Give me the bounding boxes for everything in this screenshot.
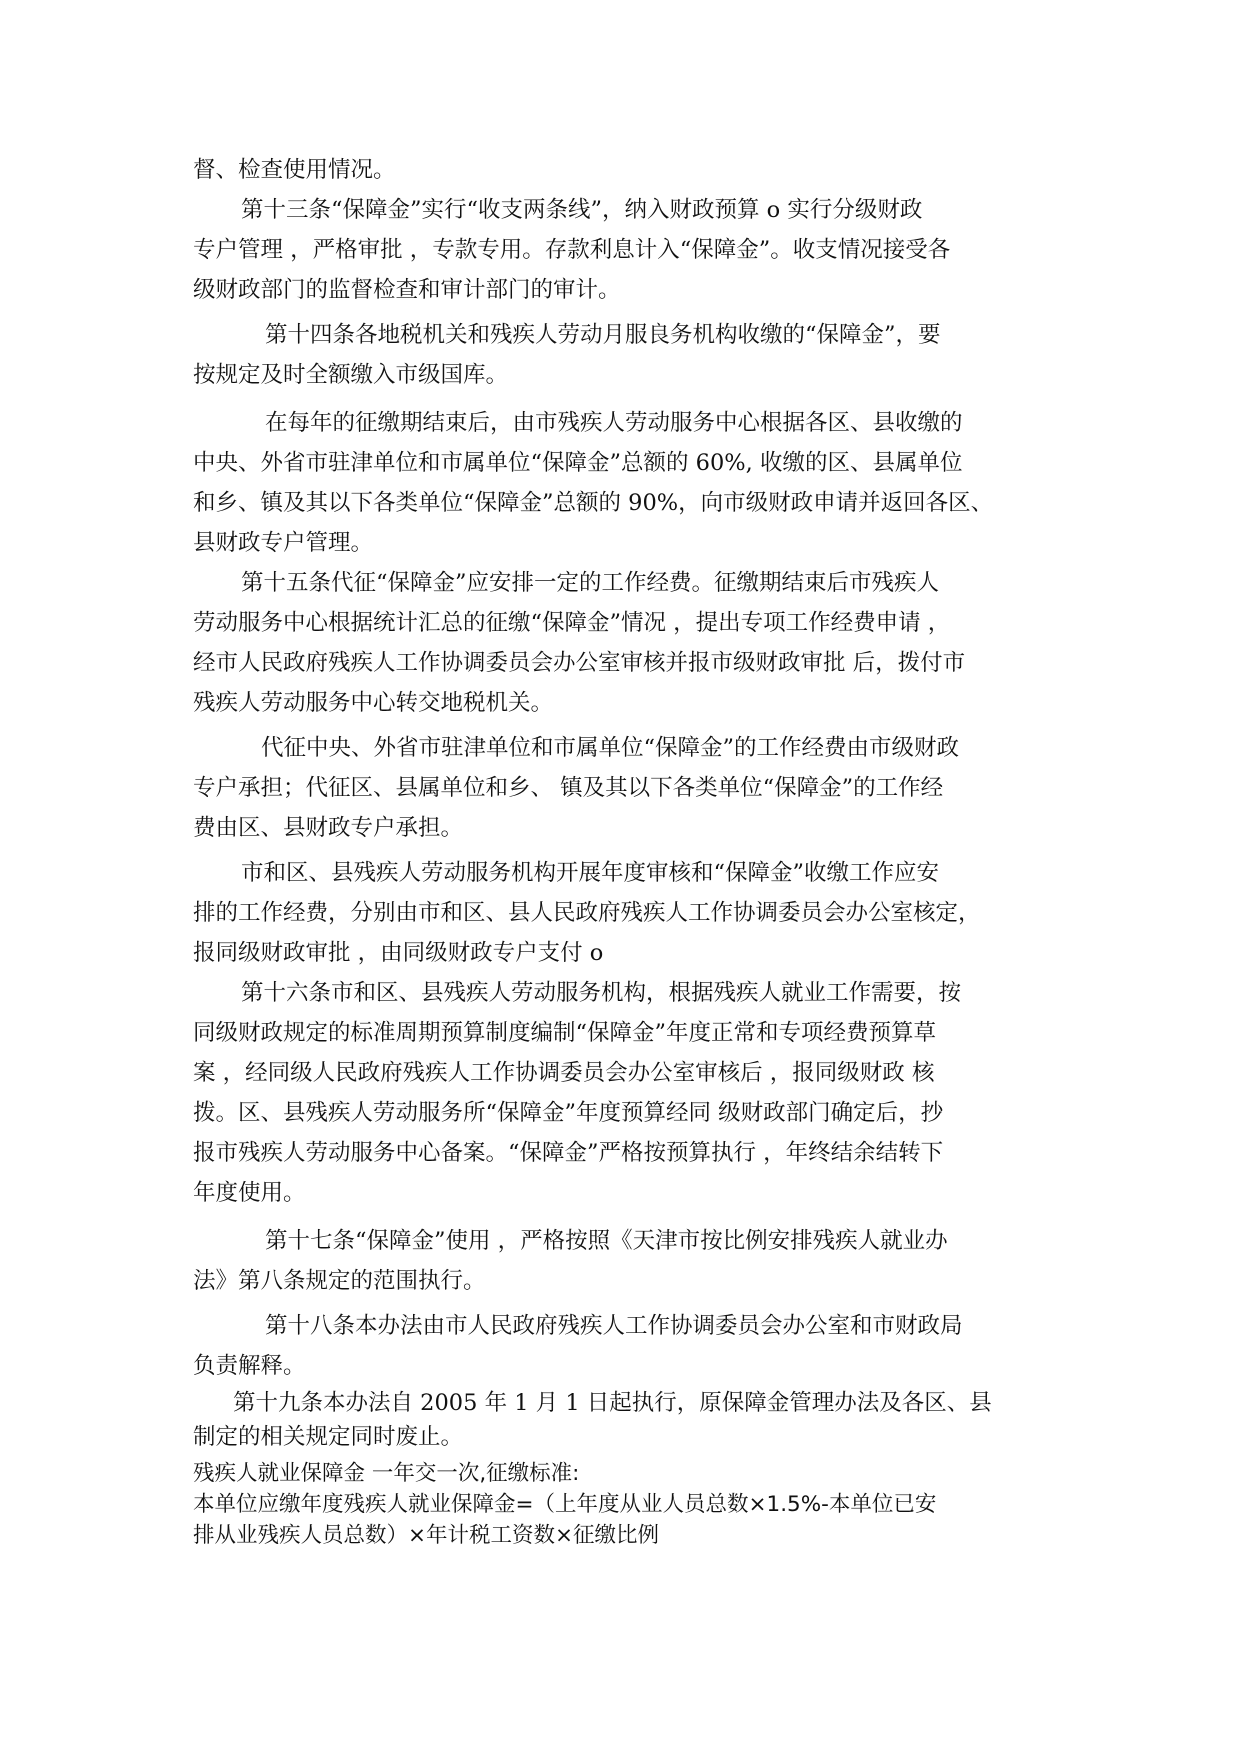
levy-heading: 残疾人就业保障金 一年交一次,征缴标准: bbox=[193, 1461, 580, 1486]
text-line: 报同级财政审批 ，由同级财政专户支付 o bbox=[193, 940, 604, 966]
paragraph-annual-return bbox=[193, 403, 1055, 563]
text-line: 按规定及时全额缴入市级国库。 bbox=[193, 362, 509, 388]
text-line: 年度使用。 bbox=[193, 1180, 306, 1206]
text-line: 劳动服务中心根据统计汇总的征缴“保障金”情况 ，提出专项工作经费申请 ， bbox=[193, 610, 951, 636]
text-line: 市和区、县残疾人劳动服务机构开展年度审核和“保障金”收缴工作应安 bbox=[241, 860, 940, 886]
text-line: 第十九条本办法自 2005 年 1 月 1 日起执行，原保障金管理办法及各区、县 bbox=[233, 1390, 992, 1416]
text-line: 第十六条市和区、县残疾人劳动服务机构，根据残疾人就业工作需要，按 bbox=[241, 980, 962, 1006]
text-line: 第十四条各地税机关和残疾人劳动月服良务机构收缴的“保障金”，要 bbox=[265, 322, 941, 348]
text-line: 第十八条本办法由市人民政府残疾人工作协调委员会办公室和市财政局 bbox=[265, 1313, 963, 1339]
text-line: 法》第八条规定的范围执行。 bbox=[193, 1268, 486, 1294]
text-line: 拨。区、县残疾人劳动服务所“保障金”年度预算经同 级财政部门确定后，抄 bbox=[193, 1100, 944, 1126]
text-line: 第十三条“保障金”实行“收支两条线”，纳入财政预算 o 实行分级财政 bbox=[241, 197, 923, 223]
text-line: 同级财政规定的标准周期预算制度编制“保障金”年度正常和专项经费预算草 bbox=[193, 1020, 937, 1046]
text-line: 和乡、镇及其以下各类单位“保障金”总额的 90%，向市级财政申请并返回各区、 bbox=[193, 490, 994, 516]
text-line: 在每年的征缴期结束后，由市残疾人劳动服务中心根据各区、县收缴的 bbox=[265, 410, 963, 436]
text-line: 报市残疾人劳动服务中心备案。“保障金”严格按预算执行 ，年终结余结转下 bbox=[193, 1140, 944, 1166]
paragraph-article-19 bbox=[193, 1386, 1055, 1454]
text-line: 第十七条“保障金”使用 ，严格按照《天津市按比例安排残疾人就业办 bbox=[265, 1228, 948, 1254]
text-line: 制定的相关规定同时废止。 bbox=[193, 1424, 464, 1450]
text-line: 专户管理 ，严格审批 ，专款专用。存款利息计入“保障金”。收支情况接受各 bbox=[193, 237, 951, 263]
paragraph-continuation bbox=[193, 150, 1055, 190]
paragraph-article-16 bbox=[193, 973, 1055, 1213]
text-line: 级财政部门的监督检查和审计部门的审计。 bbox=[193, 277, 621, 303]
levy-standard-section bbox=[193, 1458, 1055, 1551]
paragraph-article-17 bbox=[193, 1221, 1055, 1301]
text-line: 代征中央、外省市驻津单位和市属单位“保障金”的工作经费由市级财政 bbox=[261, 735, 960, 761]
text-line: 专户承担；代征区、县属单位和乡、 镇及其以下各类单位“保障金”的工作经 bbox=[193, 775, 944, 801]
paragraph-collection-funding bbox=[193, 728, 1055, 848]
text-line: 督、检查使用情况。 bbox=[193, 157, 396, 183]
text-line: 中央、外省市驻津单位和市属单位“保障金”总额的 60%, 收缴的区、县属单位 bbox=[193, 450, 963, 476]
paragraph-article-18 bbox=[193, 1306, 1055, 1386]
document-body bbox=[193, 150, 1055, 1551]
text-line: 费由区、县财政专户承担。 bbox=[193, 815, 464, 841]
text-line: 负责解释。 bbox=[193, 1353, 306, 1379]
text-line: 排的工作经费，分别由市和区、县人民政府残疾人工作协调委员会办公室核定， bbox=[193, 900, 981, 926]
paragraph-audit-funding bbox=[193, 853, 1055, 973]
paragraph-article-15 bbox=[193, 563, 1055, 723]
text-line: 经市人民政府残疾人工作协调委员会办公室审核并报市级财政审批 后，拨付市 bbox=[193, 650, 966, 676]
text-line: 第十五条代征“保障金”应安排一定的工作经费。征缴期结束后市残疾人 bbox=[241, 570, 940, 596]
levy-formula-line: 排从业残疾人员总数）×年计税工资数×征缴比例 bbox=[193, 1523, 660, 1548]
text-line: 残疾人劳动服务中心转交地税机关。 bbox=[193, 690, 554, 716]
paragraph-article-13 bbox=[193, 190, 1055, 310]
levy-formula-line: 本单位应缴年度残疾人就业保障金=（上年度从业人员总数×1.5%-本单位已安 bbox=[193, 1492, 937, 1517]
paragraph-article-14 bbox=[193, 315, 1055, 395]
text-line: 案 ，经同级人民政府残疾人工作协调委员会办公室审核后 ，报同级财政 核 bbox=[193, 1060, 935, 1086]
text-line: 县财政专户管理。 bbox=[193, 530, 374, 556]
